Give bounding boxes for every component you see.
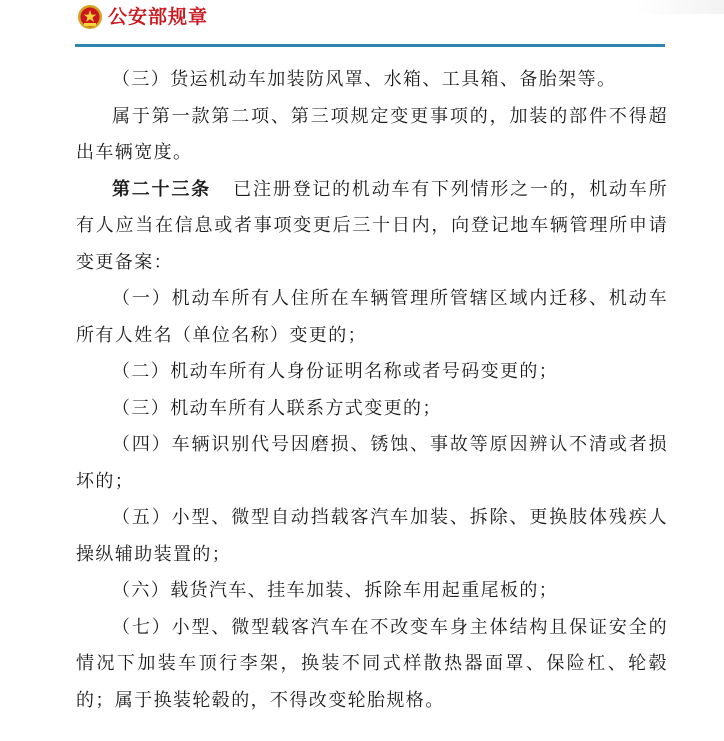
article-text: 已注册登记的机动车有下列情形之一的，机动车所有人应当在信息或者事项变更后三十日内，向登记地车辆管理所申请变更备案： xyxy=(76,178,668,273)
list-item: （四）车辆识别代号因磨损、锈蚀、事故等原因辨认不清或者损坏的； xyxy=(76,434,668,492)
list-item: （二）机动车所有人身份证明名称或者号码变更的； xyxy=(112,361,559,382)
corner-shade xyxy=(634,0,724,14)
list-item: （七）小型、微型载客汽车在不改变车身主体结构且保证安全的情况下加装车顶行李架，换装不同式样散热器面罩、保险杠、轮毂的；属于换装轮毂的，不得改变轮胎规格。 xyxy=(76,616,668,711)
document-body xyxy=(76,62,668,719)
article-paragraph xyxy=(76,172,668,282)
list-item: （五）小型、微型自动挡载客汽车加装、拆除、更换肢体残疾人操纵辅助装置的； xyxy=(76,507,668,565)
article-number: 第二十三条 xyxy=(112,178,211,200)
page-header xyxy=(75,0,665,47)
list-item: （三）机动车所有人联系方式变更的； xyxy=(112,397,442,419)
paragraph: （三）货运机动车加装防风罩、水箱、工具箱、备胎架等。 xyxy=(112,69,617,90)
list-item: （六）载货汽车、挂车加装、拆除车用起重尾板的； xyxy=(112,580,559,601)
paragraph: 属于第一款第二项、第三项规定变更事项的，加装的部件不得超出车辆宽度。 xyxy=(76,105,668,163)
police-emblem-icon xyxy=(77,4,103,30)
header-title: 公安部规章 xyxy=(108,6,209,28)
list-item: （一）机动车所有人住所在车辆管理所管辖区域内迁移、机动车所有人姓名（单位名称）变更的； xyxy=(76,288,668,346)
